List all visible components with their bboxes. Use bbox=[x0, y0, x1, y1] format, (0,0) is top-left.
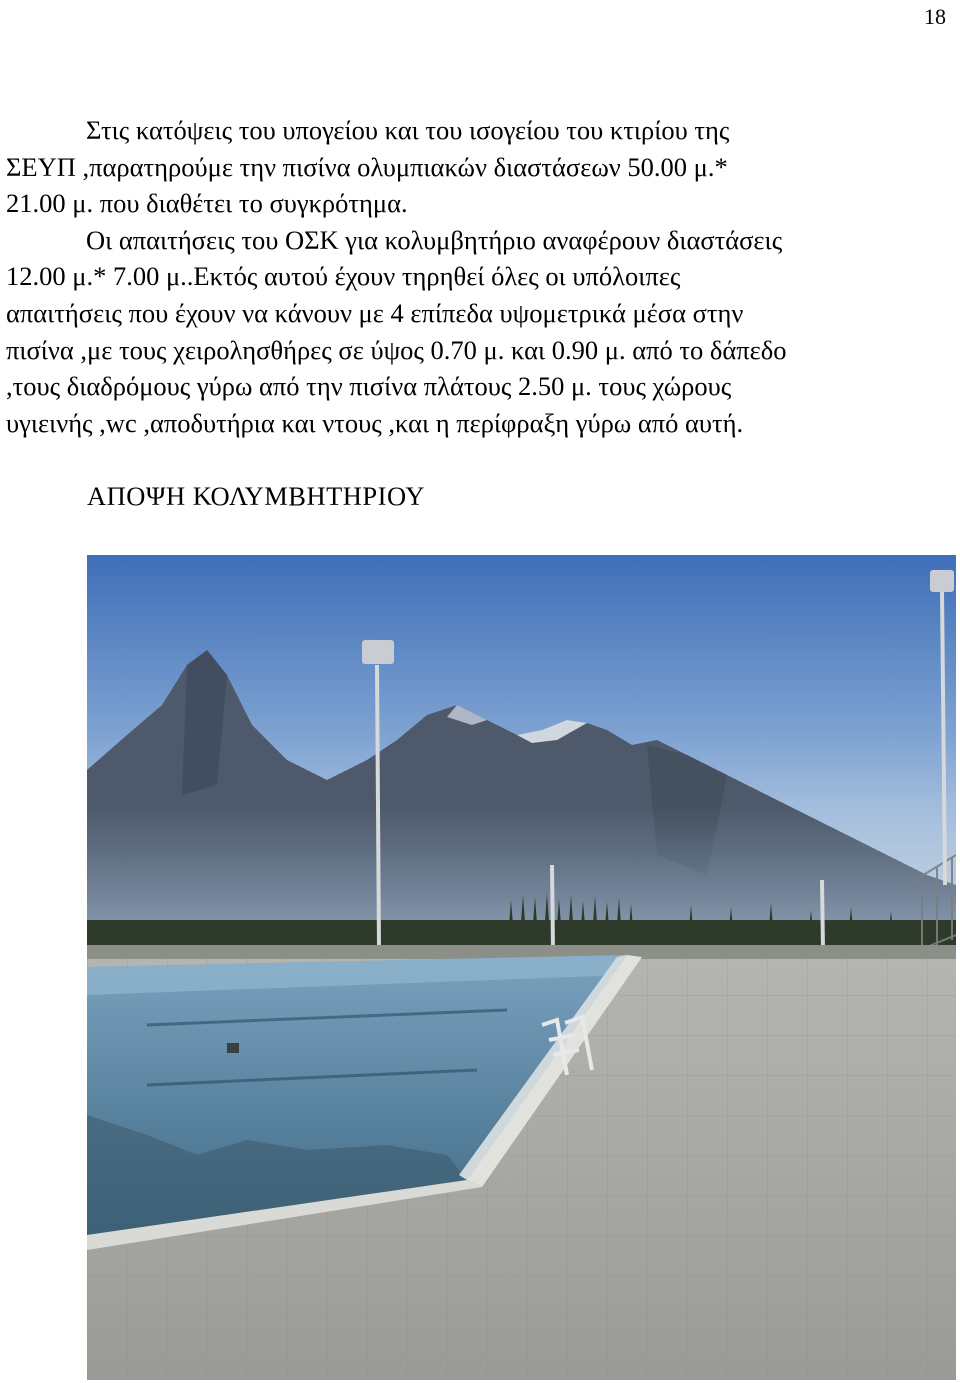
section-title: ΑΠΟΨΗ ΚΟΛΥΜΒΗΤΗΡΙΟΥ bbox=[87, 481, 425, 511]
paragraph-line: ,τους διαδρόμους γύρω από την πισίνα πλάτους 2.50 μ. τους χώρους bbox=[6, 371, 732, 402]
paragraph-line: 21.00 μ. που διαθέτει το συγκρότημα. bbox=[6, 188, 408, 219]
body-paragraph bbox=[6, 112, 954, 441]
paragraph-line: απαιτήσεις που έχουν να κάνουν με 4 επίπεδα υψομετρικά μέσα στην bbox=[6, 297, 744, 328]
paragraph-line: 12.00 μ.* 7.00 μ..Εκτός αυτού έχουν τηρηθεί όλες οι υπόλοιπες bbox=[6, 261, 681, 292]
paragraph-line: υγιεινής ,wc ,αποδυτήρια και ντους ,και η περίφραξη γύρω από αυτή. bbox=[6, 407, 744, 438]
paragraph-line: πισίνα ,με τους χειρολησθήρες σε ύψος 0.70 μ. και 0.90 μ. από το δάπεδο bbox=[6, 334, 787, 365]
pool-photo bbox=[87, 555, 956, 1380]
page-number: 18 bbox=[924, 4, 946, 29]
paragraph-line: ΣΕΥΠ ,παρατηρούμε την πισίνα ολυμπιακών διαστάσεων 50.00 μ.* bbox=[6, 151, 728, 182]
paragraph-line: Στις κατόψεις του υπογείου και του ισογείου του κτιρίου της bbox=[86, 115, 730, 145]
paragraph-line: Οι απαιτήσεις του ΟΣΚ για κολυμβητήριο αναφέρουν διαστάσεις bbox=[86, 224, 783, 255]
